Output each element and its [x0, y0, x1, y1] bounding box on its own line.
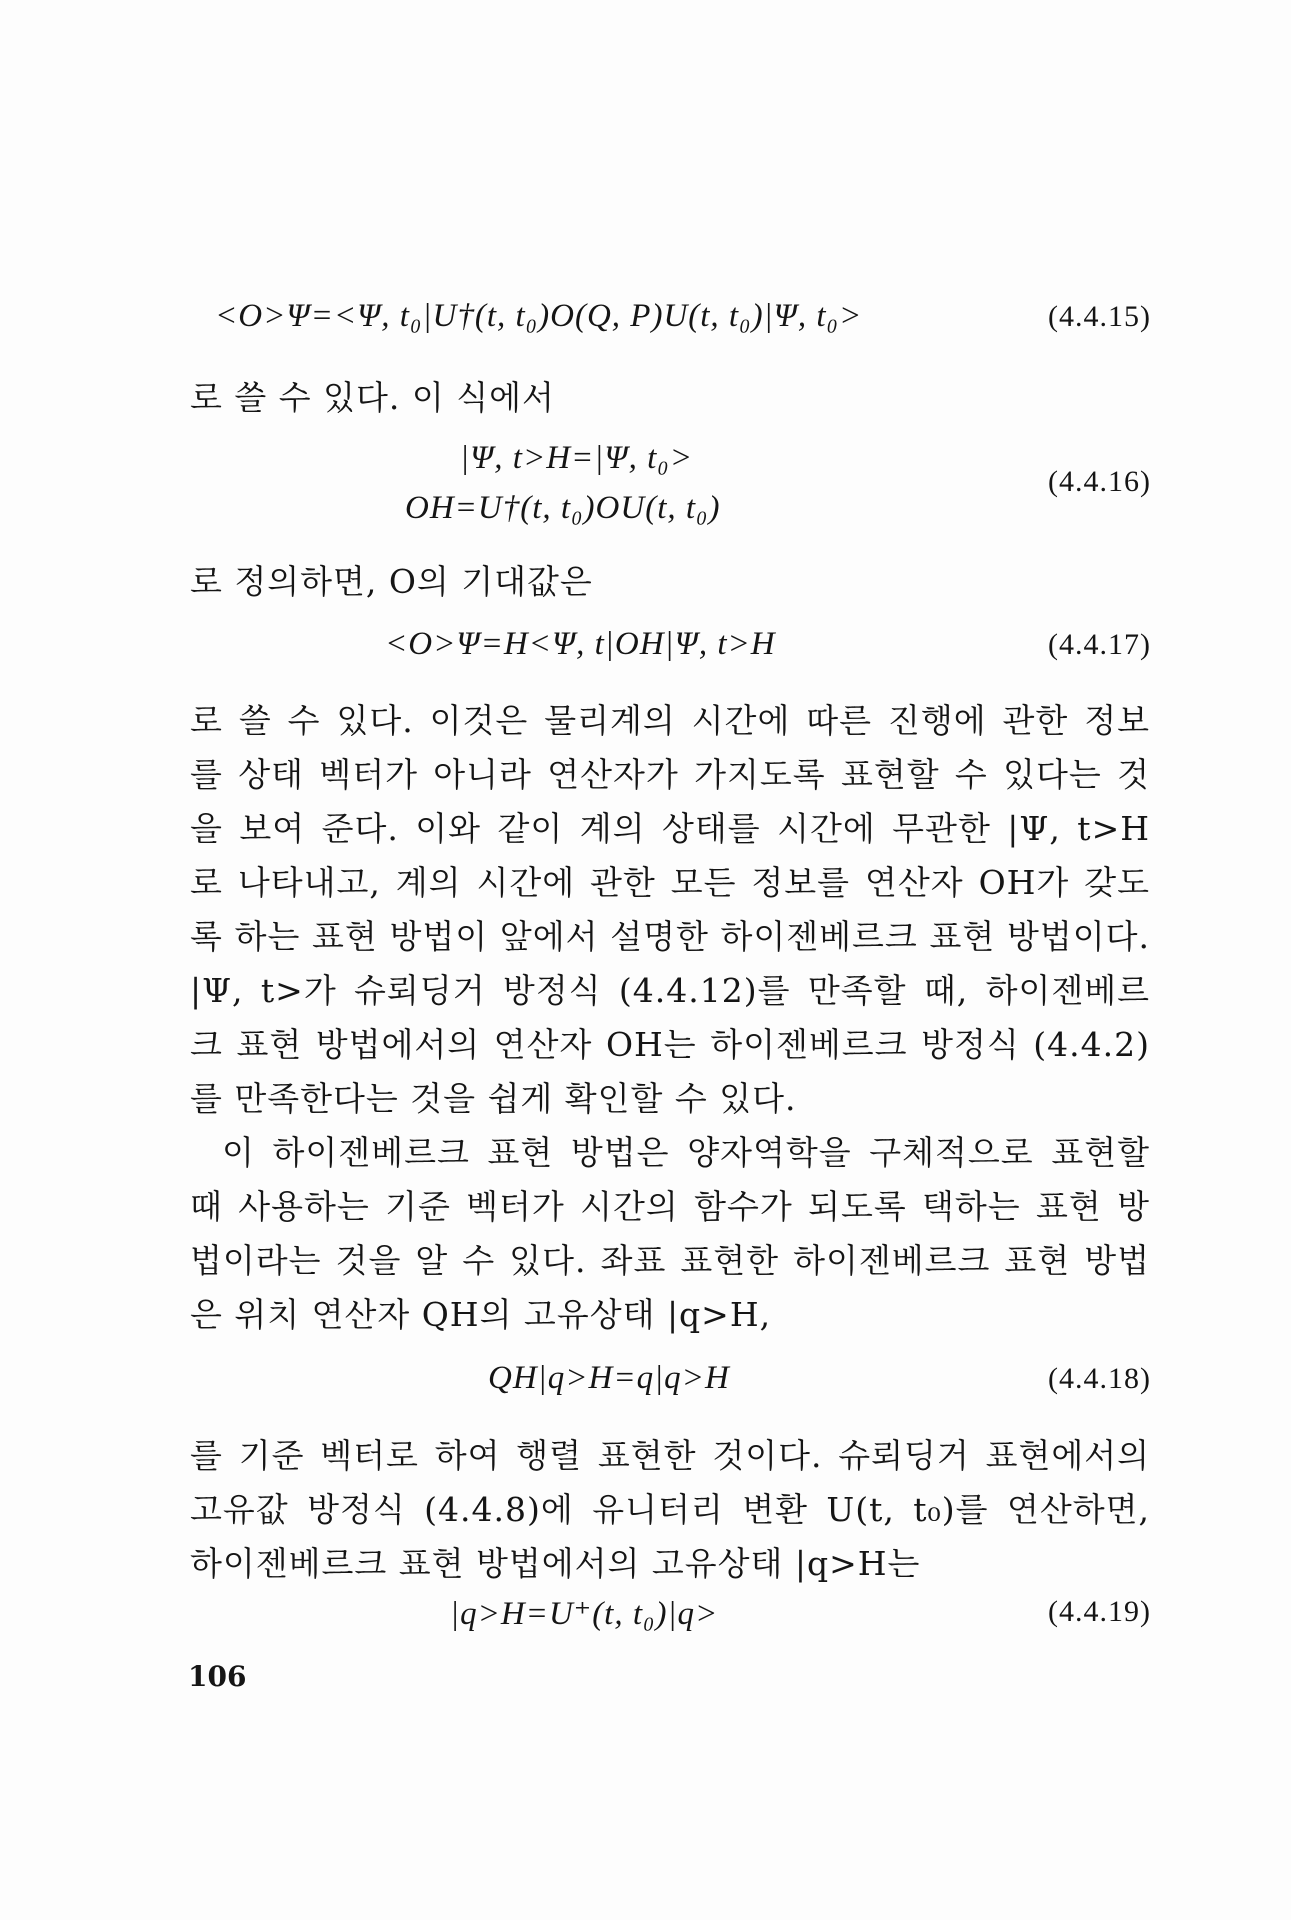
paragraph-line: 를 상태 벡터가 아니라 연산자가 가지도록 표현할 수 있다는 것: [190, 755, 1150, 794]
paragraph-line: 이 하이젠베르크 표현 방법은 양자역학을 구체적으로 표현할: [222, 1133, 1150, 1172]
paragraph-line: 를 만족한다는 것을 쉽게 확인할 수 있다.: [190, 1079, 797, 1118]
paragraph-line: 때 사용하는 기준 벡터가 시간의 함수가 되도록 택하는 표현 방: [190, 1187, 1150, 1226]
equation-4-4-16-line1: |Ψ, t>H=|Ψ, t₀>: [460, 440, 693, 476]
paragraph-line: |Ψ, t>가 슈뢰딩거 방정식 (4.4.12)를 만족할 때, 하이젠베르: [190, 971, 1150, 1010]
equation-4-4-16-line2: OH=U†(t, t₀)OU(t, t₀): [405, 490, 721, 526]
equation-4-4-19: |q>H=U⁺(t, t₀)|q>: [450, 1596, 719, 1632]
paragraph-line: 크 표현 방법에서의 연산자 OH는 하이젠베르크 방정식 (4.4.2): [190, 1025, 1150, 1064]
paragraph-line: 고유값 방정식 (4.4.8)에 유니터리 변환 U(t, t₀)를 연산하면,: [190, 1490, 1150, 1529]
paragraph-line: 은 위치 연산자 QH의 고유상태 |q>H,: [190, 1295, 772, 1334]
text-after-eq-15: 로 쓸 수 있다. 이 식에서: [190, 378, 555, 417]
equation-number-4-4-17: (4.4.17): [1048, 628, 1151, 661]
equation-number-4-4-16: (4.4.16): [1048, 465, 1151, 498]
equation-number-4-4-15: (4.4.15): [1048, 300, 1151, 333]
equation-4-4-17: <O>Ψ=H<Ψ, t|OH|Ψ, t>H: [385, 626, 776, 662]
equation-4-4-15: <O>Ψ=<Ψ, t₀|U†(t, t₀)O(Q, P)U(t, t₀)|Ψ, t₀>: [215, 298, 863, 334]
paragraph-line: 록 하는 표현 방법이 앞에서 설명한 하이젠베르크 표현 방법이다.: [190, 917, 1150, 956]
paragraph-line: 법이라는 것을 알 수 있다. 좌표 표현한 하이젠베르크 표현 방법: [190, 1241, 1150, 1280]
equation-number-4-4-18: (4.4.18): [1048, 1362, 1151, 1395]
paragraph-line: 로 쓸 수 있다. 이것은 물리계의 시간에 따른 진행에 관한 정보: [190, 701, 1150, 740]
equation-number-4-4-19: (4.4.19): [1048, 1595, 1151, 1628]
paragraph-line: 를 기준 벡터로 하여 행렬 표현한 것이다. 슈뢰딩거 표현에서의: [190, 1436, 1150, 1475]
page-number: 106: [188, 1660, 247, 1693]
text-after-eq-16: 로 정의하면, O의 기대값은: [190, 562, 593, 601]
paragraph-line: 을 보여 준다. 이와 같이 계의 상태를 시간에 무관한 |Ψ, t>H: [190, 809, 1150, 848]
equation-4-4-18: QH|q>H=q|q>H: [488, 1360, 730, 1396]
paragraph-line: 하이젠베르크 표현 방법에서의 고유상태 |q>H는: [190, 1544, 921, 1583]
paragraph-line: 로 나타내고, 계의 시간에 관한 모든 정보를 연산자 OH가 갖도: [190, 863, 1150, 902]
